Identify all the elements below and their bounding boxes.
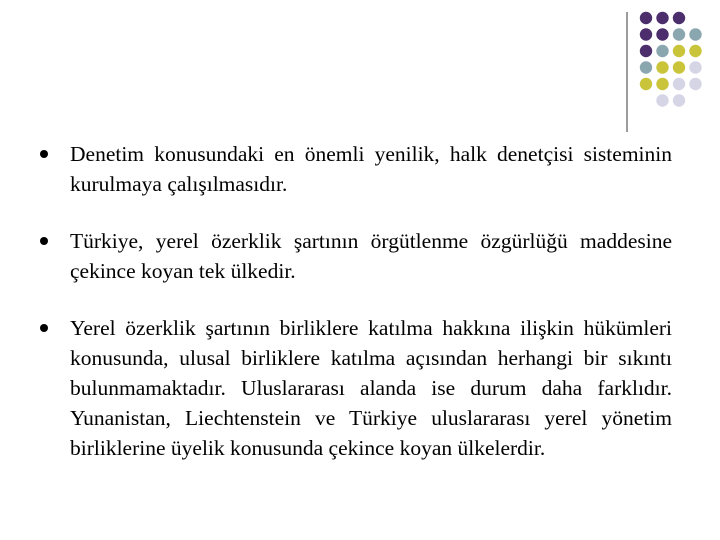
decorative-dot <box>673 78 685 90</box>
bullet-list <box>40 139 672 490</box>
bullet-dot-icon <box>40 237 48 245</box>
decorative-dot <box>673 94 685 106</box>
bullet-text: Türkiye, yerel özerklik şartının örgütlenme özgürlüğü maddesine çekince koyan tek ülkedir. <box>70 229 672 283</box>
decorative-dot <box>689 61 701 73</box>
bullet-text: Yerel özerklik şartının birliklere katılma hakkına ilişkin hükümleri konusunda, ulusal birliklere katılma açısından herhangi bir sıkıntı bulunmamaktadır. Uluslararası alanda ise durum daha farklıdır. Yunanistan, Liechtenstein ve Türkiye uluslararası yerel yönetim birliklerine üyelik konusunda çekince koyan ülkelerdir. <box>70 316 672 460</box>
bullet-item <box>40 226 672 286</box>
bullet-text: Denetim konusundaki en önemli yenilik, halk denetçisi sisteminin kurulmaya çalışılmasıdır. <box>70 142 672 196</box>
decorative-dot <box>640 12 652 24</box>
decorative-dot <box>673 28 685 40</box>
decorative-dot <box>673 45 685 57</box>
bullet-dot-icon <box>40 324 48 332</box>
decorative-dot <box>640 45 652 57</box>
bullet-dot-icon <box>40 150 48 158</box>
decorative-dot <box>640 61 652 73</box>
bullet-item <box>40 139 672 199</box>
decorative-dot <box>689 45 701 57</box>
decorative-dot <box>640 28 652 40</box>
decorative-dot <box>656 12 668 24</box>
bullet-item <box>40 313 672 463</box>
decorative-dot <box>640 78 652 90</box>
decorative-dot <box>673 12 685 24</box>
decorative-dot <box>656 28 668 40</box>
decorative-dot <box>656 45 668 57</box>
decorative-dot <box>689 28 701 40</box>
decorative-dot <box>656 94 668 106</box>
decorative-dot <box>656 61 668 73</box>
decorative-dot <box>673 61 685 73</box>
decorative-dot <box>689 78 701 90</box>
decorative-dot <box>656 78 668 90</box>
